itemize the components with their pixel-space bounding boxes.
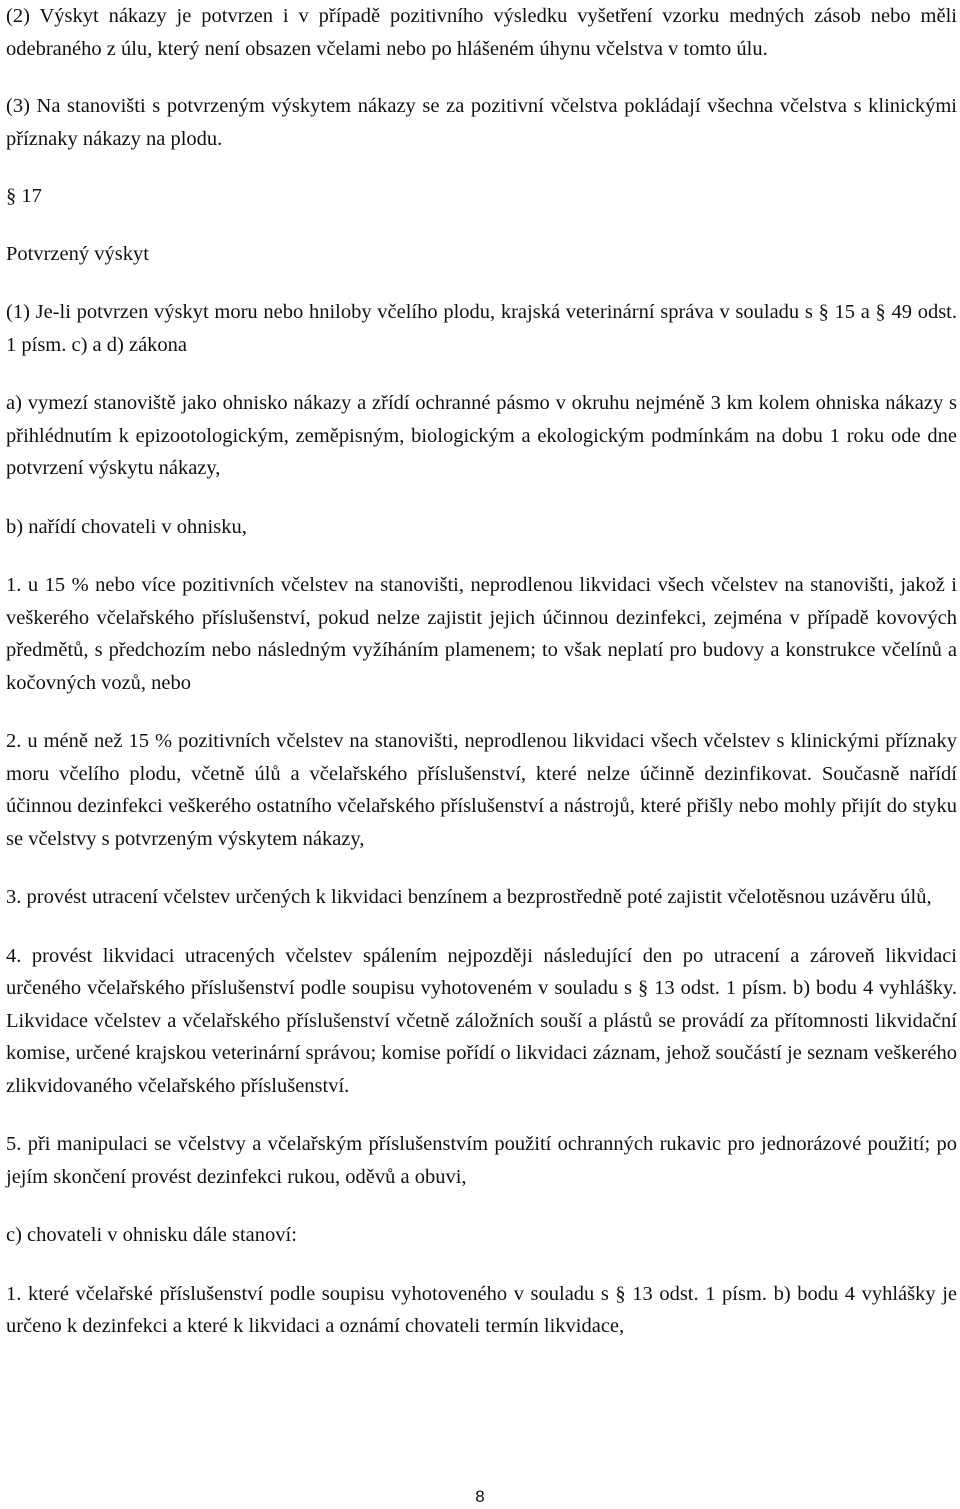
subitem-b-2: 2. u méně než 15 % pozitivních včelstev na stanovišti, neprodlenou likvidaci všech včelstev s klinickými příznaky moru včelího plodu, včetně úlů a včelařského příslušenství, které nelze účinně dezinfikovat. Současně nařídí účinnou dezinfekci veškerého ostatního včelařského příslušenství a nástrojů, které přišly nebo mohly přijít do styku se včelstvy s potvrzeným výskytem nákazy, [6,730,957,850]
section-title: Potvrzený výskyt [6,242,149,265]
section-heading-17: § 17 [6,185,42,207]
subitem-b-3: 3. provést utracení včelstev určených k likvidaci benzínem a bezprostředně poté zajistit včelotěsnou uzávěru úlů, [6,886,932,908]
page-number: 8 [475,1487,485,1506]
subitem-b-4: 4. provést likvidaci utracených včelstev spálením nejpozději následující den po utracení a zároveň likvidaci určeného včelařského příslušenství podle soupisu vyhotoveném v souladu s § 13 odst. 1 písm. b) bodu 4 vyhlášky. Likvidace včelstev a včelařského příslušenství včetně záložních souší a plástů se provádí za přítomnosti likvidační komise, určené krajskou veterinární správou; komise pořídí o likvidaci záznam, jehož součástí je seznam veškerého zlikvidovaného včelařského příslušenství. [6,944,957,1097]
subitem-b-1: 1. u 15 % nebo více pozitivních včelstev na stanovišti, neprodlenou likvidaci všech včelstev na stanovišti, jakož i veškerého včelařského příslušenství, pokud nelze zajistit jejich účinnou dezinfekci, zejména v případě kovových předmětů, s předchozím nebo následným vyžíháním plamenem; to však neplatí pro budovy a konstrukce včelínů a kočovných vozů, nebo [6,574,957,694]
document-page [6,0,957,1343]
item-b: b) nařídí chovateli v ohnisku, [6,515,247,538]
paragraph-1: (1) Je-li potvrzen výskyt moru nebo hniloby včelího plodu, krajská veterinární správa v souladu s § 15 a § 49 odst. 1 písm. c) a d) zákona [6,301,957,356]
paragraph-2: (2) Výskyt nákazy je potvrzen i v případě pozitivního výsledku vyšetření vzorku medných zásob nebo měli odebraného z úlu, který není obsazen včelami nebo po hlášeném úhynu včelstva v tomto úlu. [6,5,957,60]
item-a: a) vymezí stanoviště jako ohnisko nákazy a zřídí ochranné pásmo v okruhu nejméně 3 km kolem ohniska nákazy s přihlédnutím k epizootologickým, zeměpisným, biologickým a ekologickým podmínkám na dobu 1 roku ode dne potvrzení výskytu nákazy, [6,392,957,479]
item-c: c) chovateli v ohnisku dále stanoví: [6,1224,297,1246]
paragraph-3: (3) Na stanovišti s potvrzeným výskytem nákazy se za pozitivní včelstva pokládají všechna včelstva s klinickými příznaky nákazy na plodu. [6,95,957,150]
subitem-c-1: 1. které včelařské příslušenství podle soupisu vyhotoveného v souladu s § 13 odst. 1 písm. b) bodu 4 vyhlášky je určeno k dezinfekci a které k likvidaci a oznámí chovateli termín likvidace, [6,1282,957,1337]
subitem-b-5: 5. při manipulaci se včelstvy a včelařským příslušenstvím použití ochranných rukavic pro jednorázové použití; po jejím skončení provést dezinfekci rukou, oděvů a obuvi, [6,1133,957,1188]
